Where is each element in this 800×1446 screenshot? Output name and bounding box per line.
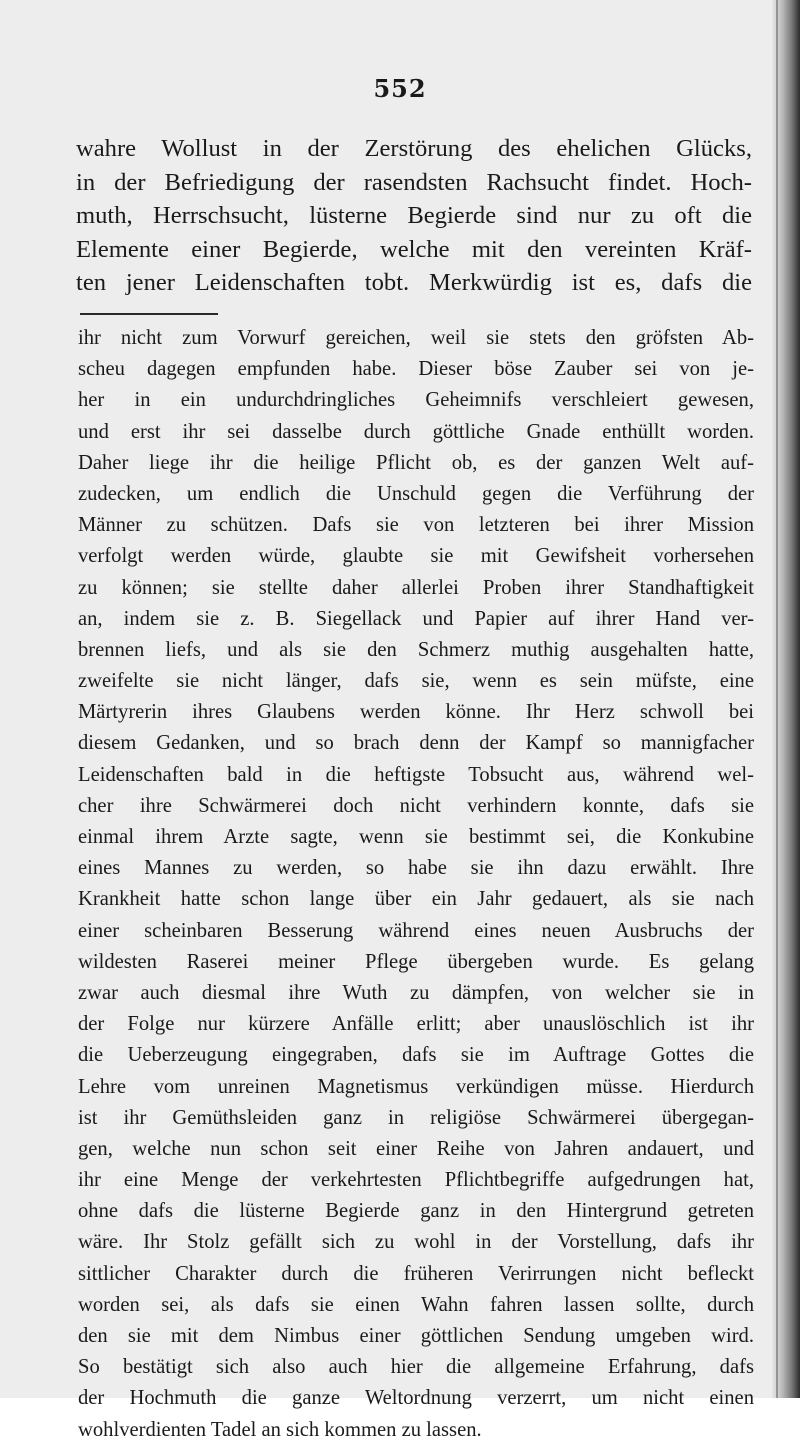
footnote-line: Lehre vom unreinen Magnetismus verkündigen müsse. Hierdurch xyxy=(78,1075,754,1098)
footnote-line: verfolgt werden würde, glaubte sie mit Gewifsheit vorhersehen xyxy=(78,545,754,568)
footnote-line: gen, welche nun schon seit einer Reihe von Jahren andauert, und xyxy=(78,1137,754,1160)
footnote-line: Leidenschaften bald in die heftigste Tobsucht aus, während wel- xyxy=(78,763,754,786)
footnote-line: den sie mit dem Nimbus einer göttlichen Sendung umgeben wird. xyxy=(78,1325,754,1347)
footnote-line: eines Mannes zu werden, so habe sie ihn dazu erwählt. Ihre xyxy=(78,857,754,880)
footnote-line: zu können; sie stellte daher allerlei Proben ihrer Standhaftigkeit xyxy=(78,576,754,599)
footnote-line: Daher liege ihr die heilige Pflicht ob, es der ganzen Welt auf- xyxy=(78,451,754,474)
footnote-line: cher ihre Schwärmerei doch nicht verhindern konnte, dafs sie xyxy=(78,794,754,817)
footnote-line: einmal ihrem Arzte sagte, wenn sie bestimmt sei, die Konkubine xyxy=(78,826,754,848)
footnote-line: her in ein undurchdringliches Geheimnifs verschleiert gewesen, xyxy=(78,389,754,412)
footnote-line: und erst ihr sei dasselbe durch göttliche Gnade enthüllt worden. xyxy=(78,420,754,443)
main-text-line: wahre Wollust in der Zerstörung des ehelichen Glücks, xyxy=(76,135,752,162)
footnote-line: brennen liefs, und als sie den Schmerz muthig ausgehalten hatte, xyxy=(78,638,754,661)
footnote-line: wohlverdienten Tadel an sich kommen zu lassen. xyxy=(78,1418,482,1441)
footnote-line: die Ueberzeugung eingegraben, dafs sie im Auftrage Gottes die xyxy=(78,1044,754,1067)
main-text-line: muth, Herrschsucht, lüsterne Begierde sind nur zu oft die xyxy=(76,202,752,230)
footnote-line: zudecken, um endlich die Unschuld gegen die Verführung der xyxy=(78,482,754,505)
footnote-line: Krankheit hatte schon lange über ein Jahr gedauert, als sie nach xyxy=(78,888,754,911)
main-text-line: Elemente einer Begierde, welche mit den vereinten Kräf- xyxy=(76,235,752,263)
footnote-line: scheu dagegen empfunden habe. Dieser böse Zauber sei von je- xyxy=(78,358,754,381)
footnote-line: Märtyrerin ihres Glaubens werden könne. Ihr Herz schwoll bei xyxy=(78,701,754,724)
footnote-line: sittlicher Charakter durch die früheren Verirrungen nicht befleckt xyxy=(78,1262,754,1285)
footnote-line: zweifelte sie nicht länger, dafs sie, wenn es sein müfste, eine xyxy=(78,670,754,693)
footnote-separator-rule xyxy=(80,313,218,315)
footnote-line: ihr nicht zum Vorwurf gereichen, weil sie stets den gröfsten Ab- xyxy=(78,327,754,349)
footnote-line: worden sei, als dafs sie einen Wahn fahren lassen sollte, durch xyxy=(78,1293,754,1316)
footnote-line: diesem Gedanken, und so brach denn der Kampf so mannigfacher xyxy=(78,732,754,755)
page-number: 552 xyxy=(373,74,427,103)
main-text-line: in der Befriedigung der rasendsten Rachsucht findet. Hoch- xyxy=(76,168,752,196)
book-gutter-line xyxy=(776,0,778,1398)
main-text-block xyxy=(76,132,752,300)
footnote-line: zwar auch diesmal ihre Wuth zu dämpfen, von welcher sie in xyxy=(78,981,754,1004)
footnote-line: ist ihr Gemüthsleiden ganz in religiöse Schwärmerei übergegan- xyxy=(78,1106,754,1129)
footnote-line: ihr eine Menge der verkehrtesten Pflichtbegriffe aufgedrungen hat, xyxy=(78,1169,754,1192)
footnote-line: So bestätigt sich also auch hier die allgemeine Erfahrung, dafs xyxy=(78,1356,754,1379)
footnote-line: wäre. Ihr Stolz gefällt sich zu wohl in der Vorstellung, dafs ihr xyxy=(78,1231,754,1254)
footnote-line: der Folge nur kürzere Anfälle erlitt; aber unauslöschlich ist ihr xyxy=(78,1013,754,1036)
footnote-line: an, indem sie z. B. Siegellack und Papier auf ihrer Hand ver- xyxy=(78,607,754,630)
footnote-line: wildesten Raserei meiner Pflege übergeben wurde. Es gelang xyxy=(78,950,754,973)
footnote-line: ohne dafs die lüsterne Begierde ganz in den Hintergrund getreten xyxy=(78,1200,754,1223)
footnote-block xyxy=(78,323,754,1446)
footnote-line: Männer zu schützen. Dafs sie von letzteren bei ihrer Mission xyxy=(78,514,754,537)
footnote-line: einer scheinbaren Besserung während eines neuen Ausbruchs der xyxy=(78,919,754,942)
main-text-line: ten jener Leidenschaften tobt. Merkwürdig ist es, dafs die xyxy=(76,269,752,297)
footnote-line: der Hochmuth die ganze Weltordnung verzerrt, um nicht einen xyxy=(78,1387,754,1410)
